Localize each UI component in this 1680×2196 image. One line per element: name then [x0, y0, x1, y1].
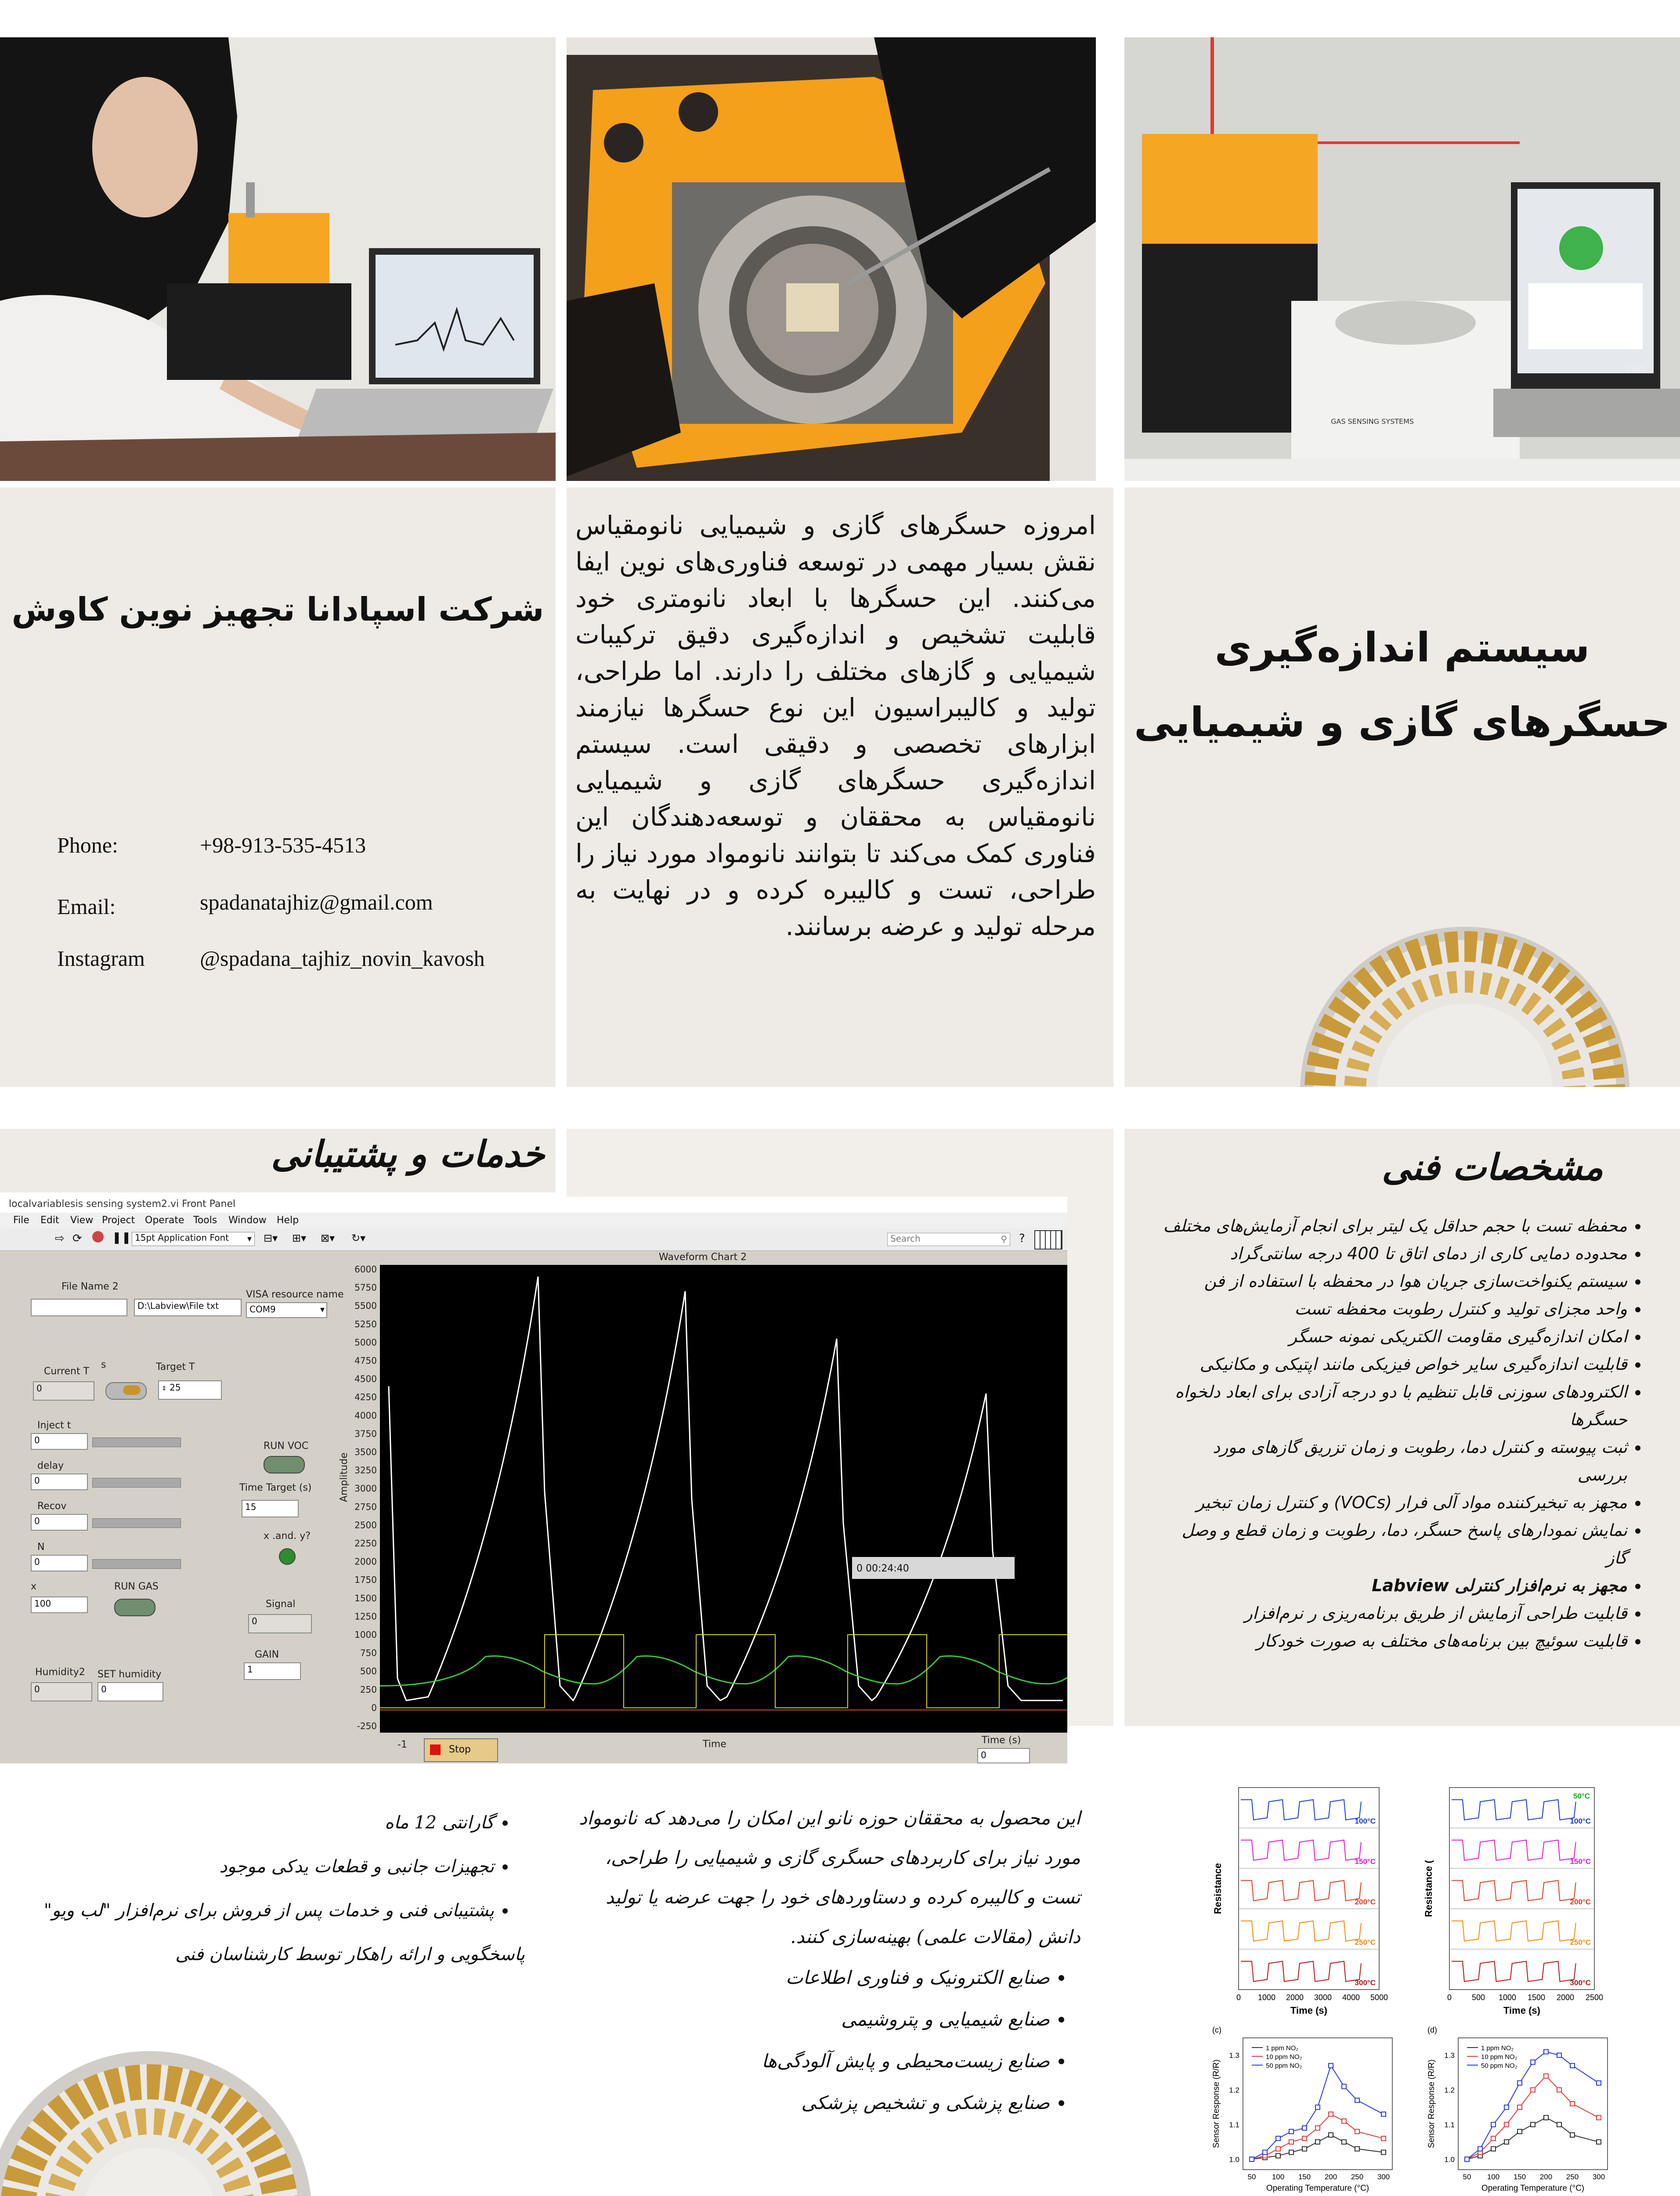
response-y-tick: 1.1 [1229, 2120, 1239, 2129]
industry-item: • صنایع الکترونیک و فناوری اطلاعات [567, 1957, 1050, 1998]
signal-value: 0 [248, 1614, 312, 1633]
response-x-label: Operating Temperature (°C) [1266, 2184, 1369, 2193]
current-t-label: Current T [44, 1366, 90, 1377]
menu-help[interactable]: Help [277, 1215, 299, 1226]
y-tick-label: 5000 [354, 1337, 377, 1348]
stack-curve [1241, 1921, 1361, 1941]
company-panel [0, 488, 556, 1087]
stack-curve [1452, 1840, 1576, 1860]
system-title [1124, 610, 1680, 760]
legend-label: 1 ppm NO₂ [1266, 2044, 1299, 2052]
response-point [1355, 2147, 1359, 2151]
stack-x-label: Time (s) [1503, 2005, 1540, 2016]
sethum-input[interactable] [98, 1682, 163, 1701]
services-extra: پاسخگویی و ارائه راهکار توسط کارشناسان فنی [175, 1944, 525, 1965]
response-point [1315, 2105, 1320, 2109]
response-point [1570, 2063, 1575, 2068]
response-point [1315, 2126, 1320, 2130]
photo-gas-sensing-system [1124, 37, 1680, 481]
spec-item: • قابلیت طراحی آزمایش از طریق برنامه‌ریزی ر نرم‌افزار [1160, 1600, 1627, 1627]
run-continuous-icon[interactable]: ⟳ [72, 1232, 82, 1245]
response-point [1517, 2081, 1522, 2085]
response-point [1276, 2147, 1280, 2151]
response-x-tick: 200 [1324, 2173, 1337, 2181]
response-point [1491, 2147, 1496, 2151]
recov-slider[interactable] [92, 1518, 181, 1528]
y-tick-label: 750 [360, 1647, 377, 1658]
y-tick-label: 5500 [354, 1300, 377, 1311]
file-path-input[interactable]: D:\Labview\File txt [134, 1299, 242, 1316]
font-select-value: 15pt Application Font [135, 1232, 229, 1243]
stack-curve [1241, 1840, 1361, 1860]
y-tick-label: 5750 [354, 1282, 377, 1293]
industry-item: • صنایع زیست‌محیطی و پایش آلودگی‌ها [567, 2040, 1050, 2082]
response-point [1381, 2112, 1386, 2117]
y-tick-label: 4250 [354, 1392, 377, 1403]
s-label: s [101, 1359, 106, 1370]
temp-label: 300°C [1355, 1979, 1376, 1987]
response-x-tick: 100 [1272, 2173, 1285, 2181]
run-gas-button[interactable] [114, 1599, 155, 1616]
gain-input[interactable] [244, 1662, 301, 1680]
response-point [1465, 2157, 1469, 2161]
y-tick-label: 1000 [354, 1629, 377, 1640]
resize-icon[interactable]: ⊠▾ [321, 1232, 335, 1244]
specs-list-box [1160, 1212, 1654, 1655]
run-voc-button[interactable] [264, 1456, 305, 1474]
recov-input[interactable] [31, 1514, 88, 1531]
temp-label: 100°C [1355, 1817, 1376, 1825]
phone-value: +98-913-535-4513 [200, 833, 366, 857]
spec-item: • الکترودهای سوزنی قابل تنظیم با دو درجه آزادی برای ابعاد دلخواه حسگرها [1160, 1378, 1627, 1434]
stack-x-tick: 1000 [1498, 1993, 1517, 2002]
spec-item: • قابلیت سوئیچ بین برنامه‌های مختلف به صورت خودکار [1160, 1627, 1627, 1655]
labview-window-title: localvariablesis sensing system2.vi Front Panel [9, 1199, 236, 1210]
menu-project[interactable]: Project [102, 1215, 135, 1226]
response-point [1289, 2129, 1293, 2134]
n-value: 0 [34, 1557, 40, 1567]
reorder-icon[interactable]: ↻▾ [351, 1232, 366, 1244]
sensor-graphs-svg [1181, 1779, 1621, 2196]
legend-label: 50 ppm NO₂ [1266, 2062, 1302, 2070]
specs-list [1160, 1212, 1654, 1655]
time-target-input[interactable] [242, 1500, 299, 1517]
industries-list [567, 1957, 1089, 2124]
chevron-down-icon: ▾ [320, 1304, 325, 1315]
align-icon[interactable]: ⊟▾ [264, 1232, 278, 1244]
response-series [1252, 2066, 1384, 2159]
spec-item: • قابلیت اندازه‌گیری سایر خواص فیزیکی مانند اپتیکی و مکانیکی [1160, 1351, 1627, 1378]
search-input[interactable] [887, 1233, 1010, 1246]
stack-curve [1452, 1921, 1576, 1941]
response-point [1478, 2147, 1482, 2151]
services-title: خدمات و پشتیبانی [271, 1133, 545, 1175]
stop-label: Stop [449, 1744, 471, 1755]
stack-curve [1241, 1961, 1361, 1982]
visa-label: VISA resource name [246, 1289, 344, 1300]
stop-button[interactable] [424, 1738, 498, 1762]
system-title-line1: سیستم اندازه‌گیری [1214, 624, 1590, 671]
response-x-tick: 100 [1487, 2173, 1500, 2181]
y-tick-label: 1250 [354, 1611, 377, 1622]
visa-value: COM9 [249, 1304, 276, 1315]
response-y-tick: 1.0 [1229, 2155, 1239, 2164]
response-y-tick: 1.2 [1229, 2086, 1239, 2095]
pause-icon[interactable]: ❚❚ [112, 1231, 131, 1244]
stack-x-tick: 2000 [1556, 1993, 1575, 2002]
product-text: این محصول به محققان حوزه نانو این امکان را می‌دهد که نانومواد مورد نیاز برای کاربردهای حسگری گازی و شیمیایی را طراحی، تست و کالیبره کرده و دستاوردهای خود را جهت عرضه یا تولید دانش (مقالات علمی) بهینه‌سازی کنند. [579, 1807, 1080, 1947]
humidity2-value: 0 [31, 1682, 92, 1701]
n-slider[interactable] [92, 1559, 181, 1569]
menu-operate[interactable]: Operate [145, 1215, 184, 1226]
y-tick-label: 2000 [354, 1556, 377, 1567]
file-name-input[interactable] [31, 1299, 127, 1316]
response-point [1504, 2122, 1509, 2127]
response-x-tick: 50 [1247, 2173, 1256, 2181]
y-tick-label: 2250 [354, 1538, 377, 1549]
response-point [1329, 2063, 1333, 2068]
product-block [567, 1799, 1089, 2124]
response-point [1342, 2084, 1346, 2089]
stack-curve [1452, 1800, 1576, 1820]
stepper-icon: ⇕ [162, 1385, 167, 1392]
labview-toolbar [0, 1228, 1067, 1251]
search-icon: ⚲ [1001, 1234, 1007, 1244]
response-point [1276, 2153, 1280, 2158]
menu-file[interactable]: File [13, 1215, 29, 1226]
response-point [1491, 2122, 1496, 2127]
instagram-value: @spadana_tajhiz_novin_kavosh [200, 946, 485, 971]
temp-label: 150°C [1355, 1857, 1376, 1866]
menu-view[interactable]: View [70, 1215, 94, 1226]
sensor-wafer-image [1298, 920, 1632, 1087]
inject-slider[interactable] [92, 1438, 181, 1447]
current-t-value: 0 [33, 1381, 94, 1401]
panel-tag: (d) [1427, 2026, 1437, 2034]
response-point [1302, 2126, 1307, 2130]
stack-y-label: Resistance ( [1423, 1860, 1434, 1917]
response-y-tick: 1.3 [1229, 2051, 1239, 2060]
photo-label-asus: ASUS [1625, 364, 1647, 373]
response-x-tick: 200 [1539, 2173, 1553, 2181]
target-t-input[interactable] [158, 1380, 222, 1400]
response-x-tick: 250 [1351, 2173, 1364, 2181]
delay-label: delay [37, 1460, 64, 1471]
y-tick-label: 2500 [354, 1520, 377, 1531]
service-item: • پشتیبانی فنی و خدمات پس از فروش برای نرم‌افزار "لب ویو" [26, 1889, 494, 1932]
response-point [1504, 2105, 1509, 2109]
response-point [1302, 2147, 1307, 2151]
spec-item: • سیستم یکنواخت‌سازی جریان هوا در محفظه با استفاده از فن [1160, 1268, 1627, 1295]
connector-pane-icon [1034, 1230, 1062, 1250]
spec-item: • محفظه تست با حجم حداقل یک لیتر برای انجام آزمایش‌های مختلف [1160, 1212, 1627, 1240]
delay-slider[interactable] [92, 1478, 181, 1488]
time-s-value: 0 [977, 1748, 1030, 1763]
search-placeholder: Search [890, 1233, 921, 1244]
response-point [1557, 2122, 1561, 2127]
response-point [1517, 2129, 1522, 2134]
response-point [1289, 2150, 1293, 2155]
email-value: spadanatajhiz@gmail.com [200, 890, 433, 914]
email-label: Email: [57, 894, 116, 919]
y-tick-label: 3750 [354, 1428, 377, 1439]
response-point [1329, 2112, 1333, 2117]
response-x-tick: 150 [1298, 2173, 1311, 2181]
signal-label: Signal [266, 1599, 296, 1610]
y-tick-label: 0 [371, 1702, 377, 1713]
labview-title-bar [0, 1197, 1067, 1213]
y-tick-label: 2750 [354, 1501, 377, 1512]
photo-researcher [0, 37, 556, 481]
response-y-tick: 1.1 [1444, 2120, 1455, 2129]
chevron-down-icon: ▾ [247, 1233, 252, 1244]
response-point [1557, 2053, 1561, 2057]
humidity2-label: Humidity2 [35, 1667, 85, 1678]
response-point [1517, 2105, 1522, 2109]
stack-y-label: Resistance [1212, 1863, 1223, 1914]
stack-x-tick: 0 [1236, 1993, 1241, 2002]
service-item: • تجهیزات جانبی و قطعات یدکی موجود [26, 1845, 494, 1889]
temp-label: 250°C [1355, 1938, 1376, 1947]
menu-edit[interactable]: Edit [40, 1215, 59, 1226]
response-point [1381, 2150, 1386, 2155]
response-point [1544, 2050, 1548, 2054]
response-x-tick: 300 [1377, 2173, 1390, 2181]
labview-front-panel [0, 1197, 1067, 1763]
response-point [1491, 2136, 1496, 2141]
temp-label: 250°C [1570, 1938, 1591, 1947]
spec-item: • نمایش نمودارهای پاسخ حسگر، دما، رطوبت و زمان قطع و وصل گاز [1160, 1517, 1627, 1572]
xandy-label: x .and. y? [264, 1531, 311, 1542]
industry-item: • صنایع پزشکی و تشخیص پزشکی [567, 2082, 1050, 2124]
response-y-tick: 1.0 [1444, 2155, 1455, 2164]
file-name-label: File Name 2 [61, 1281, 119, 1292]
response-point [1597, 2081, 1601, 2085]
response-series [1252, 2114, 1384, 2160]
run-voc-label: RUN VOC [264, 1441, 309, 1452]
s-toggle[interactable] [105, 1382, 147, 1400]
stack-curve [1241, 1881, 1361, 1901]
response-point [1342, 2140, 1346, 2144]
y-tick-label: 250 [360, 1684, 377, 1695]
system-title-line2: حسگرهای گازی و شیمیایی [1134, 699, 1671, 746]
company-name: شرکت اسپادانا تجهیز نوین کاوش [11, 591, 544, 628]
stack-curve [1452, 1881, 1576, 1901]
sethum-value: 0 [101, 1684, 107, 1694]
spec-item: • مجهز به تبخیرکننده مواد آلی فرار (VOCs) و کنترل زمان تبخیر [1160, 1489, 1627, 1517]
response-point [1544, 2116, 1548, 2120]
response-point [1355, 2098, 1359, 2102]
response-point [1531, 2088, 1535, 2092]
n-input[interactable] [31, 1555, 88, 1571]
time-s-label: Time (s) [982, 1735, 1021, 1746]
temp-label: 200°C [1570, 1898, 1591, 1906]
time-target-label: Time Target (s) [239, 1482, 312, 1493]
stack-x-tick: 2500 [1585, 1993, 1604, 2002]
inject-value: 0 [34, 1435, 40, 1445]
y-tick-label: 1500 [354, 1593, 377, 1604]
response-point [1342, 2119, 1346, 2123]
n-label: N [37, 1542, 45, 1553]
x-axis-label: Time [703, 1739, 726, 1748]
response-y-tick: 1.2 [1444, 2086, 1455, 2095]
response-series [1252, 2135, 1384, 2159]
y-tick-label: 1750 [354, 1575, 377, 1586]
y-tick-label: 3250 [354, 1465, 377, 1476]
spec-item: • امکان اندازه‌گیری مقاومت الکتریکی نمونه حسگر [1160, 1323, 1627, 1351]
service-item: • گارانتی 12 ماه [26, 1801, 494, 1845]
photo-label-gas-sensing: GAS SENSING SYSTEMS [1331, 417, 1414, 426]
time-target-value: 15 [245, 1502, 257, 1512]
spec-item: • واحد مجزای تولید و کنترل رطوبت محفظه تست [1160, 1295, 1627, 1323]
spec-item: • محدوده دمایی کاری از دمای اتاق تا 400 درجه سانتی‌گراد [1160, 1240, 1627, 1268]
stack-x-tick: 5000 [1370, 1993, 1388, 2002]
y-tick-label: 3500 [354, 1447, 377, 1457]
inject-label: Inject t [37, 1420, 71, 1431]
x-small-label: x [31, 1581, 37, 1592]
temp-label: 50°C [1573, 1792, 1590, 1800]
response-x-label: Operating Temperature (°C) [1481, 2184, 1585, 2193]
response-y-label: Sensor Response (R/R) [1427, 2059, 1436, 2148]
legend-label: 50 ppm NO₂ [1481, 2062, 1517, 2070]
response-point [1276, 2136, 1280, 2141]
delay-input[interactable] [31, 1474, 88, 1490]
response-point [1315, 2140, 1320, 2144]
y-tick-label: 4750 [354, 1355, 377, 1366]
temp-label: 100°C [1570, 1817, 1591, 1825]
panel-tag: (c) [1212, 2026, 1221, 2034]
target-t-label: Target T [156, 1362, 195, 1372]
abort-icon[interactable] [92, 1231, 104, 1242]
response-point [1355, 2129, 1359, 2134]
response-y-tick: 1.3 [1444, 2051, 1455, 2060]
specs-title: مشخصات فنی [1381, 1146, 1603, 1188]
y-tick-label: 4500 [354, 1373, 377, 1384]
stack-x-tick: 0 [1447, 1993, 1452, 2002]
menu-tools[interactable]: Tools [193, 1215, 217, 1226]
y-tick-label: -250 [357, 1721, 377, 1731]
stack-x-label: Time (s) [1290, 2005, 1327, 2016]
target-t-value: 25 [170, 1382, 181, 1393]
response-point [1504, 2140, 1509, 2144]
x-small-value: 100 [34, 1598, 51, 1609]
temp-label: 150°C [1570, 1857, 1591, 1866]
gain-value: 1 [247, 1664, 253, 1675]
y-tick-label: 3000 [354, 1483, 377, 1494]
response-x-tick: 150 [1513, 2173, 1526, 2181]
font-select[interactable] [132, 1232, 255, 1246]
help-icon[interactable]: ? [1019, 1232, 1025, 1245]
stack-curve [1241, 1800, 1361, 1820]
response-point [1531, 2122, 1535, 2127]
contact-block [57, 832, 540, 990]
sensor-wafer-image-bottom [0, 2025, 316, 2196]
y-tick-label: 5250 [354, 1318, 377, 1329]
waveform-chart-svg [338, 1265, 1067, 1748]
temp-label: 300°C [1570, 1979, 1591, 1987]
minus1-label: -1 [397, 1739, 407, 1750]
intro-paragraph: امروزه حسگرهای گازی و شیمیایی نانومقیاس نقش بسیار مهمی در توسعه فناوری‌های نوین ایفا می‌کنند. این حسگرها با ابعاد نانومتری خود قابلیت تشخیص و اندازه‌گیری دقیق ترکیبات شیمیایی و گازهای مختلف را دارند. اما طراحی، تولید و کالیبراسیون این نوع حسگرها نیازمند ابزارهای تخصصی و دقیقی است. سیستم اندازه‌گیری حسگرهای گازی و شیمیایی نانومقیاس به محققان و توسعه‌دهندگان این فناوری کمک می‌کند تا بتوانند نانومواد مورد نیاز را طراحی، تست و کالیبره کرده و در نهایت به مرحله تولید و عرضه برسانند. [575, 510, 1096, 941]
spec-item: • مجهز به نرم‌افزار کنترلی Labview [1160, 1572, 1627, 1600]
response-point [1597, 2140, 1601, 2144]
photo-sensor-chamber [567, 37, 1096, 481]
response-point [1329, 2133, 1333, 2137]
stack-curve [1452, 1961, 1576, 1982]
response-x-tick: 50 [1463, 2173, 1471, 2181]
y-tick-label: 500 [360, 1666, 377, 1677]
response-point [1289, 2140, 1293, 2144]
stop-icon [430, 1745, 441, 1755]
y-tick-label: 6000 [354, 1265, 377, 1275]
temp-label: 200°C [1355, 1898, 1376, 1906]
legend-label: 1 ppm NO₂ [1481, 2044, 1514, 2052]
chart-title: Waveform Chart 2 [659, 1252, 747, 1263]
sethum-label: SET humidity [98, 1669, 162, 1680]
recov-label: Recov [37, 1501, 67, 1512]
industry-item: • صنایع شیمیایی و پتروشیمی [567, 1998, 1050, 2040]
waveform-chart [338, 1265, 1067, 1748]
response-point [1544, 2074, 1548, 2078]
response-point [1531, 2060, 1535, 2064]
instagram-label: Instagram [57, 946, 145, 971]
sensor-graphs [1181, 1779, 1621, 2196]
response-x-tick: 250 [1566, 2173, 1579, 2181]
inject-input[interactable] [31, 1433, 88, 1450]
response-point [1302, 2136, 1307, 2141]
gain-label: GAIN [255, 1649, 279, 1660]
labview-menu-bar [0, 1213, 1067, 1228]
services-list [26, 1801, 525, 1932]
xandy-led [279, 1548, 296, 1565]
response-point [1381, 2136, 1386, 2141]
stack-x-tick: 500 [1471, 1993, 1485, 2002]
response-x-tick: 300 [1592, 2173, 1605, 2181]
stack-x-tick: 1000 [1257, 1993, 1276, 2002]
stack-x-tick: 3000 [1314, 1993, 1332, 2002]
distribute-icon[interactable]: ⊞▾ [292, 1232, 307, 1244]
stack-x-tick: 1500 [1527, 1993, 1546, 2002]
menu-window[interactable]: Window [228, 1215, 267, 1226]
phone-label: Phone: [57, 833, 118, 857]
x-small-input[interactable] [31, 1596, 88, 1613]
delay-value: 0 [34, 1475, 40, 1486]
spec-item: • ثبت پیوسته و کنترل دما، رطوبت و زمان تزریق گازهای مورد بررسی [1160, 1434, 1627, 1489]
y-axis-label: Amplitude [339, 1452, 350, 1502]
cursor-label: 0 00:24:40 [856, 1563, 909, 1574]
response-point [1597, 2116, 1601, 2120]
response-point [1570, 2133, 1575, 2137]
legend-label: 10 ppm NO₂ [1481, 2053, 1517, 2061]
response-point [1557, 2088, 1561, 2092]
stack-x-tick: 2000 [1286, 1993, 1304, 2002]
run-gas-label: RUN GAS [114, 1581, 159, 1592]
response-y-label: Sensor Response (R/R) [1212, 2059, 1221, 2148]
stack-x-tick: 4000 [1342, 1993, 1360, 2002]
visa-select[interactable] [246, 1302, 327, 1318]
services-block [26, 1801, 525, 1976]
recov-value: 0 [34, 1516, 40, 1526]
legend-label: 10 ppm NO₂ [1266, 2053, 1302, 2061]
run-arrow-icon[interactable]: ⇨ [55, 1232, 65, 1245]
response-point [1570, 2102, 1575, 2106]
response-point [1250, 2157, 1254, 2161]
y-tick-label: 4000 [354, 1410, 377, 1421]
response-point [1263, 2150, 1267, 2155]
